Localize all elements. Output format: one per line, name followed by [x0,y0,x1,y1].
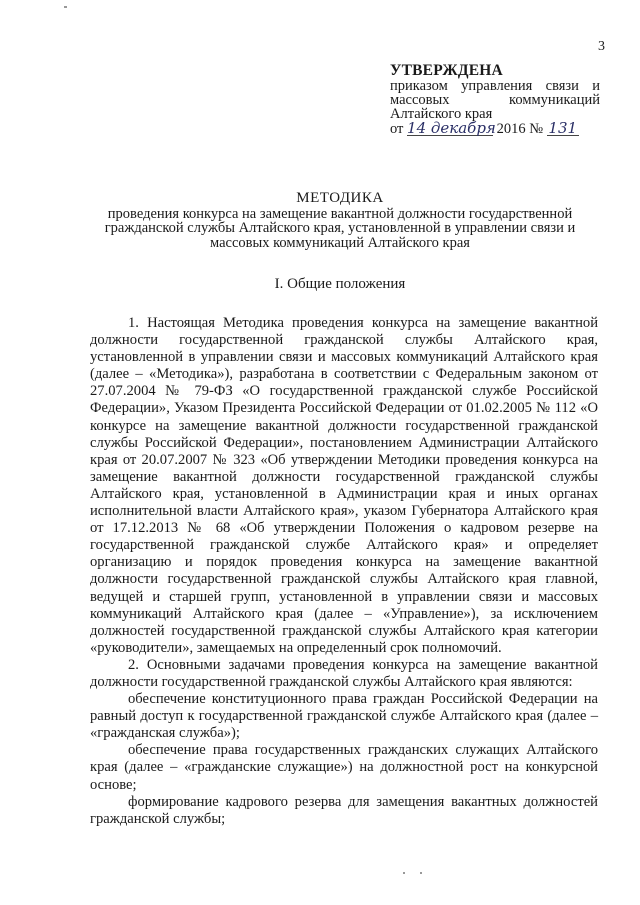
approval-stamp [390,62,600,136]
approval-order-text: приказом управления связи и массовых коммуникаций Алтайского края [390,78,600,122]
paragraph-3: обеспечение конституционного права граждан Российской Федерации на равный доступ к государственной гражданской службе Алтайского края (далее – «гражданская служба»); [90,691,598,742]
paragraph-2: 2. Основными задачами проведения конкурса на замещение вакантной должности государственной гражданской службы Алтайского края являются: [90,656,598,690]
year-text: 2016 № [496,121,544,137]
handwritten-date: 14 декабря [407,119,496,137]
handwritten-order-number: 131 [548,119,578,137]
paragraph-1: 1. Настоящая Методика проведения конкурса на замещение вакантной должности государственной гражданской службы Алтайского края, установленной в управлении связи и массовых коммуникаций Алтайского края (далее – «Методика»), разработана в соответствии с Федеральным законом от 27.07.2004 № 79-ФЗ «О государственной гражданской службе Российской Федерации», Указом Президента Российской Федерации от 01.02.2005 № 112 «О конкурсе на замещение вакантной должности государственной гражданской службы Российской Федерации», постановлением Администрации Алтайского края от 20.07.2007 № 323 «Об утверждении Методики проведения конкурса на замещение вакантной должности государственной гражданской службы Алтайского края, установленной в Администрации края и иных органах исполнительной власти Алтайского края», указом Губернатора Алтайского края от 17.12.2013 № 68 «Об утверждении Положения о кадровом резерве на государственной гражданской службе Алтайского края» и определяет организацию и порядок проведения конкурса на замещение вакантной должности государственной гражданской службы Алтайского края главной, ведущей и старшей групп, установленной в управлении связи и массовых коммуникаций Алтайского края (далее – «Управление»), за исключением должностей государственной гражданской службы Алтайского края категории «руководители», замещаемых на определенный срок полномочий. [90,315,598,656]
body-text [90,315,598,828]
paragraph-5: формирование кадрового резерва для замещения вакантных должностей гражданской службы; [90,793,598,827]
approval-heading: УТВЕРЖДЕНА [390,62,503,79]
scan-mark [403,872,405,874]
scan-mark [64,6,67,8]
approval-date-line [390,121,600,136]
document-title: МЕТОДИКА [296,190,384,206]
page-number: 3 [598,39,605,54]
section-heading: I. Общие положения [274,276,406,292]
date-prefix: от [390,121,404,137]
document-title-block [80,191,600,250]
scan-mark [420,872,422,874]
document-subtitle: проведения конкурса на замещение вакантной должности государственной гражданской службы Алтайского края, установленной в управлении связи и массовых коммуникаций Алтайского края [104,205,576,251]
paragraph-4: обеспечение права государственных гражданских служащих Алтайского края (далее – «гражданские служащие») на должностной рост на конкурсной основе; [90,742,598,793]
